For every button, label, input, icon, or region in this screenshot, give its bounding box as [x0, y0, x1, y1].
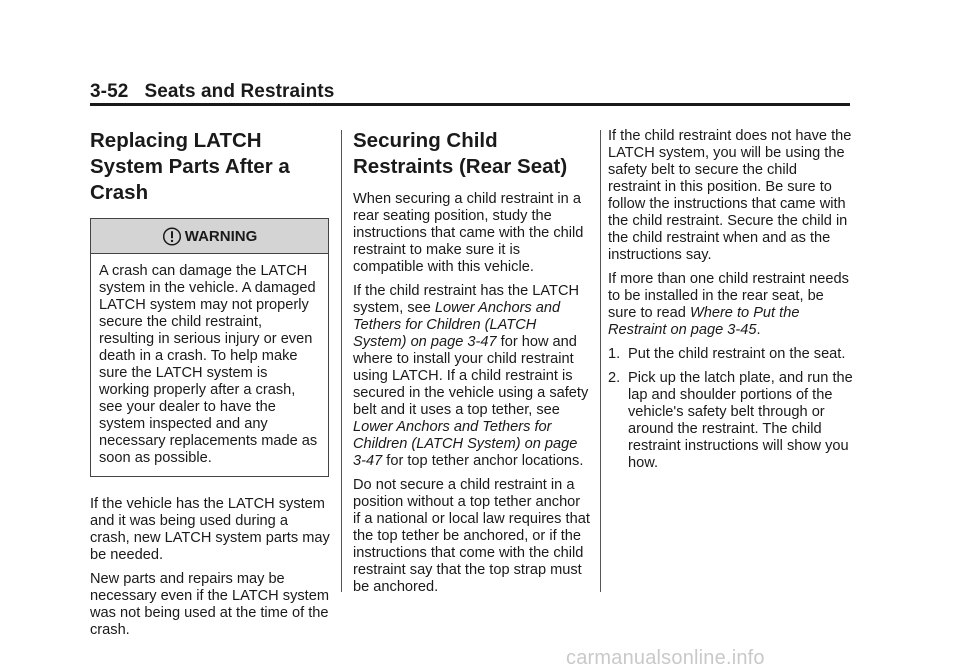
warning-icon: [162, 227, 182, 246]
page-header: [90, 81, 334, 103]
header-rule: [90, 103, 850, 106]
list-item: [608, 346, 853, 363]
warning-text: A crash can damage the LATCH system in the vehicle. A damaged LATCH system may not properly secure the child restraint, resulting in serious injury or even death in a crash. To help make sure the LATCH system is working properly after a crash, see your dealer to have the system inspected and any necessary replacements made as soon as possible.: [99, 263, 318, 466]
paragraph: Do not secure a child restraint in a position without a top tether anchor if a national or local law requires that the top tether be anchored, or if the instructions that come with the child restraint say that the top strap must be anchored.: [353, 477, 590, 595]
column-1: [90, 128, 330, 646]
page-number: 3-52: [90, 81, 129, 102]
step-text: Pick up the latch plate, and run the lap and shoulder portions of the vehicle's safety belt through or around the restraint. The child restraint instructions will show you how.: [628, 370, 853, 471]
warning-box: [90, 218, 329, 477]
step-number: 1.: [608, 346, 621, 362]
paragraph: New parts and repairs may be necessary even if the LATCH system was not being used at the time of the crash.: [90, 571, 329, 638]
watermark: carmanualsonline.info: [566, 647, 765, 669]
paragraph: When securing a child restraint in a rear seating position, study the instructions that came with the child restraint to make sure it is compatible with this vehicle.: [353, 191, 584, 275]
cross-reference-link[interactable]: Lower Anchors and Tethers for Children (LATCH System) on page 3-47: [353, 419, 578, 469]
paragraph: If the child restraint does not have the LATCH system, you will be using the safety belt to secure the child restraint in this position. Be sure to follow the instructions that came with the child restraint. Secure the child in the child restraint when and as the instructions say.: [608, 128, 852, 263]
warning-label: WARNING: [184, 227, 258, 245]
steps-list: [608, 346, 853, 472]
step-text: Put the child restraint on the seat.: [628, 346, 846, 362]
column-2: [353, 128, 591, 603]
warning-header: [91, 219, 328, 254]
cross-reference-link[interactable]: Lower Anchors and Tethers for Children (LATCH System) on page 3-47: [353, 300, 561, 350]
paragraph: If the vehicle has the LATCH system and it was being used during a crash, new LATCH system parts may be needed.: [90, 496, 330, 563]
column-3: [608, 128, 853, 479]
heading-securing-child-restraints: Securing Child Restraints (Rear Seat): [353, 129, 568, 178]
list-item: [608, 370, 853, 472]
cross-reference-link[interactable]: Where to Put the Restraint on page 3-45: [608, 305, 800, 338]
column-divider-1: [341, 130, 342, 592]
section-title: Seats and Restraints: [144, 81, 335, 102]
step-number: 2.: [608, 370, 621, 386]
heading-replacing-latch: Replacing LATCH System Parts After a Crash: [90, 129, 290, 204]
column-divider-2: [600, 130, 601, 592]
paragraph: If more than one child restraint needs to be installed in the rear seat, be sure to read Where to Put the Restraint on page 3-45.: [608, 271, 849, 338]
paragraph: If the child restraint has the LATCH system, see Lower Anchors and Tethers for Children (LATCH System) on page 3-47 for how and where to install your child restraint using LATCH. If a child restraint is secured in the vehicle using a safety belt and it uses a top tether, see Lower Anchors and Tethers for Children (LATCH System) on page 3-47 for top tether anchor locations.: [353, 283, 589, 469]
